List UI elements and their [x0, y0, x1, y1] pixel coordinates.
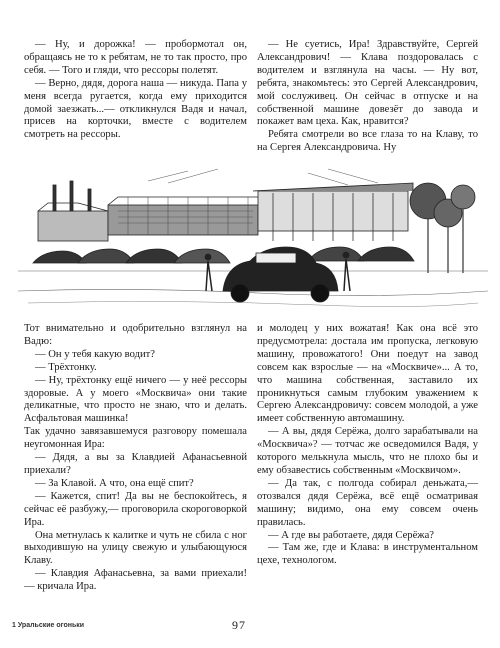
paragraph: — А где вы работаете, дядя Серёжа?: [268, 529, 434, 541]
paragraph: Тот внимательно и одобрительно взглянул на Вадю:: [24, 323, 247, 347]
paragraph: и молодец у них вожатая! Как она всё это предусмотрела: достала им пропуска, легковую машину, провожатого! Они поедут на завод совсем как взрослые — на «Москвиче»... А то, что машина собственная, заставило их проникнуться самым глубоким уважением к Сергею Александровичу: совсем молодой, а уже имеет собственную автомашину.: [257, 323, 478, 425]
page-number: 97: [232, 618, 246, 632]
paragraph: — Дядя, а вы за Клавдией Афанасьевной приехали?: [24, 452, 247, 476]
paragraph: Она метнулась к калитке и чуть не сбила с ног выходившую на улицу свежую и улыбающуюся Клаву.: [24, 529, 247, 567]
paragraph: — Он у тебя какую водит?: [35, 348, 155, 360]
top-left-column: [24, 39, 247, 142]
paragraph: — Ну, трёхтонку ещё ничего — у неё рессоры здоровые. А у моего «Москвича» они такие деликатные, что просто не знаю, что и делать. Асфальтовая машинка!: [24, 374, 247, 425]
footer-signature: 1 Уральские огоньки: [12, 622, 85, 629]
paragraph: Так удачно завязавшемуся разговору помешала неугомонная Ира:: [24, 426, 247, 451]
paragraph: — Ну, и дорожка! — пробормотал он, обращаясь не то к ребятам, не то так просто, про себя. — Того и гляди, что рессоры полетят.: [24, 39, 247, 76]
paragraph: — Клавдия Афанасьевна, за вами приехали! — кричала Ира.: [24, 568, 247, 593]
top-right-column: [257, 39, 478, 155]
paragraph: — За Клавой. А что, она ещё спит?: [35, 477, 194, 489]
bottom-left-column: [24, 323, 247, 594]
paragraph: — Верно, дядя, дорога наша — никуда. Папа у меня всегда ругается, когда ему приходится домой заезжать...— откликнулся Вадя и начал, присев на корточки, вместе с водителем смотреть на рессоры.: [24, 77, 247, 141]
paragraph: — Не суетись, Ира! Здравствуйте, Сергей Александрович! — Клава поздоровалась с водителем и взглянула на часы. — Ну вот, ребята, знакомьтесь: это Сергей Александрович, мой сослуживец. Он сейчас в отпуске и на собственной машине довезёт до завода и покажет вам цеха. Как, нравится?: [257, 39, 478, 128]
paragraph: — Там же, где и Клава: в инструментальном цехе, технологом.: [257, 542, 478, 567]
car-factory-illustration: [18, 163, 488, 319]
paragraph: — А вы, дядя Серёжа, долго зарабатывали на «Москвича»? — тотчас же осведомился Вадя, у которого мелькнула мысль, что не плохо бы и ему обзавестись собственным «Москвичом».: [257, 426, 478, 476]
paragraph: Ребята смотрели во все глаза то на Клаву, то на Сергея Александровича. Ну: [257, 129, 478, 154]
paragraph: — Да так, с полгода собирал деньжата,— отозвался дядя Серёжа, всё ещё осматривая машину; видимо, она ему совсем очень правилась.: [257, 477, 478, 528]
bottom-right-column: [257, 323, 478, 568]
paragraph: — Кажется, спит! Да вы не беспокойтесь, я сейчас её разбужу,— проговорила скороговоркой Ира.: [24, 490, 247, 528]
paragraph: — Трёхтонку.: [35, 361, 97, 373]
